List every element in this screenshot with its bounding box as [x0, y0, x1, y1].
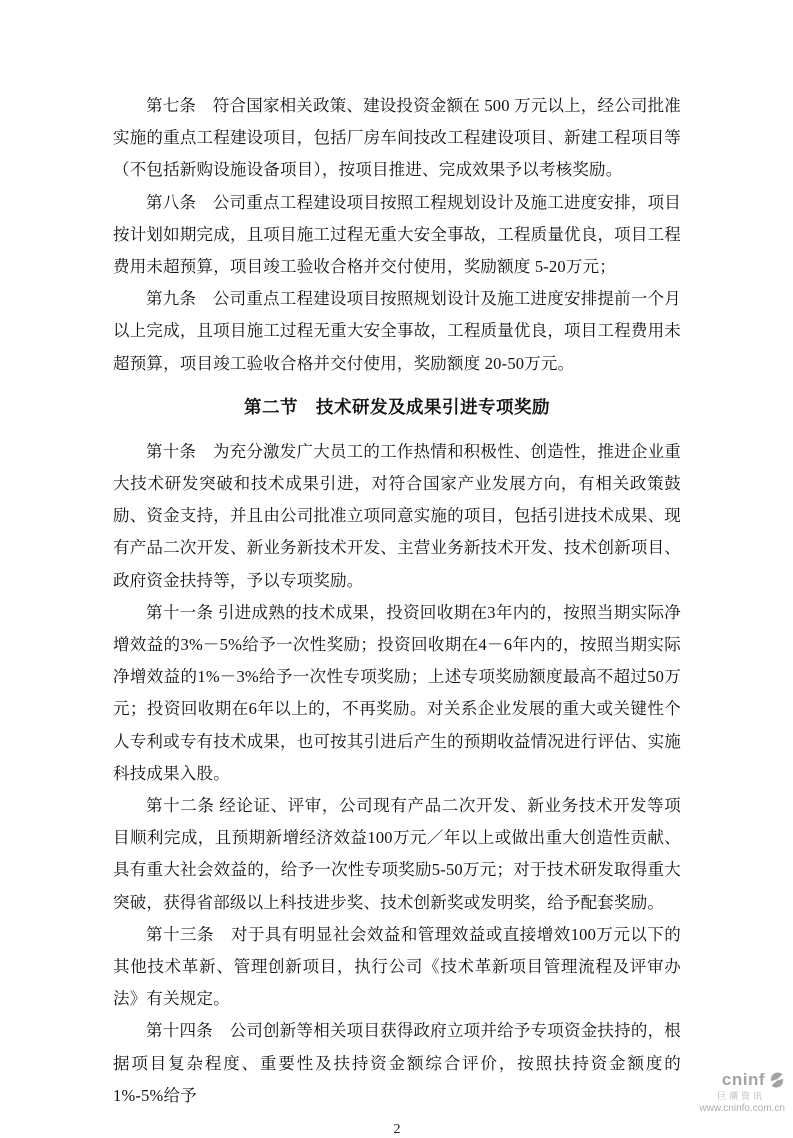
document-body: [113, 90, 681, 1138]
paragraph-article-12: 第十二条 经论证、评审，公司现有产品二次开发、新业务技术开发等项目顺利完成，且预期新增经济效益100万元／年以上或做出重大创造性贡献、具有重大社会效益的，给予一次性专项奖励5-50万元；对于技术研发取得重大突破，获得省部级以上科技进步奖、技术创新奖或发明奖，给予配套奖励。: [113, 796, 681, 912]
paragraph-article-14: 第十四条 公司创新等相关项目获得政府立项并给予专项资金扶持的，根据项目复杂程度、重要性及扶持资金额综合评价，按照扶持资金额度的1%-5%给予: [113, 1021, 681, 1105]
cninfo-brand-text: cninf: [721, 1070, 765, 1090]
cninfo-logo-row: [637, 1070, 787, 1090]
paragraph-article-13: 第十三条 对于具有明显社会效益和管理效益或直接增效100万元以下的其他技术革新、管理创新项目，执行公司《技术革新项目管理流程及评审办法》有关规定。: [113, 924, 681, 1009]
cninfo-url-text: www.cninfo.com.cn: [699, 1103, 785, 1115]
cninfo-watermark: [637, 1070, 787, 1115]
paragraph-article-7: 第七条 符合国家相关政策、建设投资金额在 500 万元以上，经公司批准实施的重点工程建设项目，包括厂房车间技改工程建设项目、新建工程项目等（不包括新购设施设备项目），按项目推进、完成效果予以考核奖励。: [113, 96, 681, 180]
paragraph-article-11: 第十一条 引进成熟的技术成果，投资回收期在3年内的，按照当期实际净增效益的3%－5%给予一次性奖励；投资回收期在4－6年内的，按照当期实际净增效益的1%－3%给予一次性专项奖励；上述专项奖励额度最高不超过50万元；投资回收期在6年以上的，不再奖励。对关系企业发展的重大或关键性个人专利或专有技术成果，也可按其引进后产生的预期收益情况进行评估、实施科技成果入股。: [113, 602, 681, 783]
paragraph-article-10: 第十条 为充分激发广大员工的工作热情和积极性、创造性，推进企业重大技术研发突破和技术成果引进，对符合国家产业发展方向，有相关政策鼓励、资金支持，并且由公司批准立项同意实施的项目，包括引进技术成果、现有产品二次开发、新业务新技术开发、主营业务新技术开发、技术创新项目、政府资金扶持等，予以专项奖励。: [113, 441, 681, 590]
paragraph-article-9: 第九条 公司重点工程建设项目按照规划设计及施工进度安排提前一个月以上完成，且项目施工过程无重大安全事故，工程质量优良，项目工程费用未超预算，项目竣工验收合格并交付使用，奖励额度 20-50万元。: [113, 289, 681, 373]
paragraph-article-8: 第八条 公司重点工程建设项目按照工程规划设计及施工进度安排，项目按计划如期完成，且项目施工过程无重大安全事故，工程质量优良，项目工程费用未超预算，项目竣工验收合格并交付使用，奖励额度 5-20万元；: [113, 192, 681, 277]
page-number: 2: [393, 1122, 401, 1138]
cninfo-swirl-icon: [767, 1070, 787, 1090]
section-heading: 第二节 技术研发及成果引进专项奖励: [244, 396, 550, 417]
cninfo-chinese-name: 巨潮资讯: [716, 1091, 765, 1101]
